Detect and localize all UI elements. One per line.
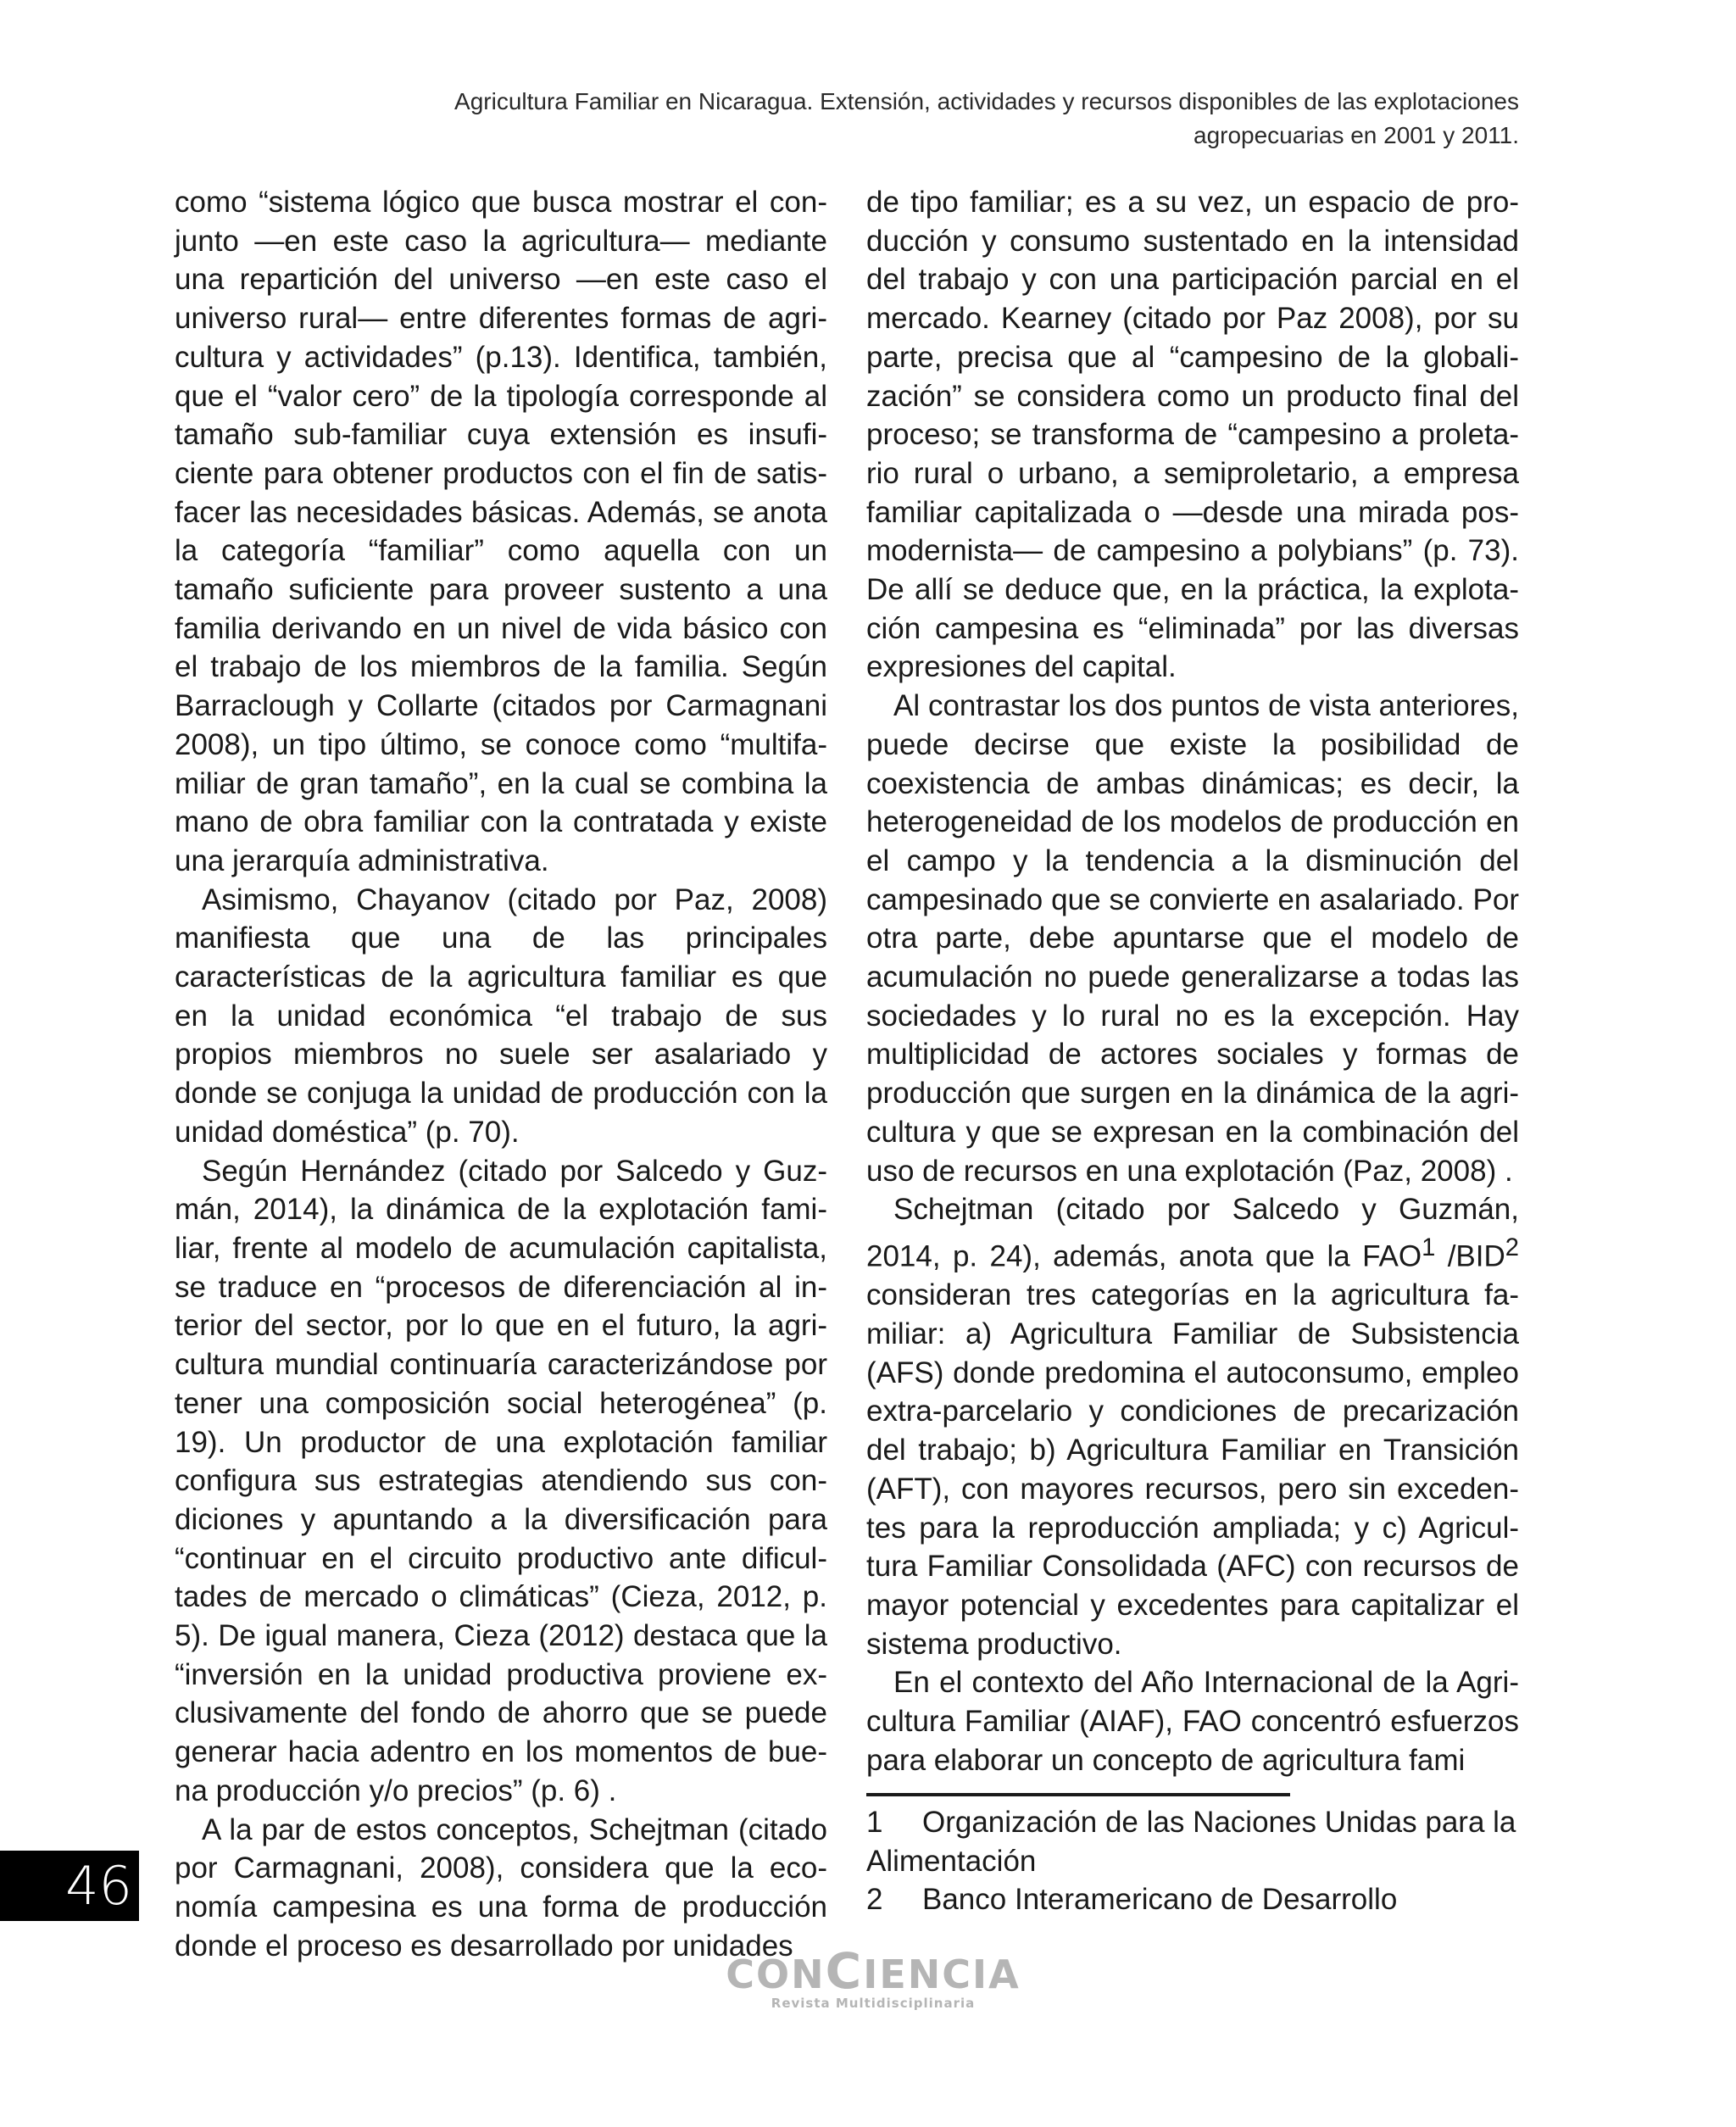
logo-tagline: Revista Multidisciplinaria — [771, 1996, 976, 2011]
footnote-number: 1 — [866, 1806, 883, 1839]
journal-logo — [712, 1942, 1034, 2011]
page-number: 46 — [65, 1855, 132, 1917]
left-paragraph-1: como “sistema lógico que busca mostrar el conjunto —en este caso la agricultura— mediante una repartición del universo —en este caso el universo rural— entre diferentes formas de agricultura y actividades” (p.13). Identifica, también, que el “valor cero” de la tipología corresponde al tamaño sub-familiar cuya extensión es insuficiente para obtener productos con el fin de satisfacer las necesidades básicas. Además, se anota la categoría “familiar” como aquella con un tamaño suficiente para proveer sustento a una familia derivando en un nivel de vida básico con el trabajo de los miembros de la familia. Según Barraclough y Collarte (citados por Carmagnani 2008), un tipo último, se conoce como “multifamiliar de gran tamaño”, en la cual se combina la mano de obra familiar con la contratada y existe una jerarquía administrativa. — [175, 186, 827, 877]
footnote-text: Organización de las Naciones Unidas para la Alimentación — [866, 1806, 1516, 1878]
left-column — [175, 183, 827, 1965]
right-paragraph-3-text-c: consideran tres categorías en la agricultura familiar: a) Agricultura Familiar de Subsistencia (AFS) donde predomina el autoconsumo, empleo extra-parcelario y condiciones de precarización del trabajo; b) Agricultura Familiar en Transición (AFT), con mayores recursos, pero sin excedentes para la reproducción ampliada; y c) Agricultura Familiar Consolidada (AFC) con recursos de mayor potencial y excedentes para capitalizar el sistema productivo. — [866, 1278, 1519, 1661]
left-paragraph-4: A la par de estos conceptos, Schejtman (citado por Carmagnani, 2008), considera que la economía campesina es una forma de producción donde el proceso es desarrollado por unidades — [175, 1812, 827, 1963]
running-header-line-1: Agricultura Familiar en Nicaragua. Extensión, actividades y recursos disponibles de las explotaciones — [454, 88, 1519, 114]
left-paragraph-3: Según Hernández (citado por Salcedo y Guzmán, 2014), la dinámica de la explotación familiar, frente al modelo de acumulación capitalista, se traduce en “procesos de diferenciación al interior del sector, por lo que en el futuro, la agricultura mundial continuaría caracterizándose por tener una composición social heterogénea” (p. 19). Un productor de una explotación familiar configura sus estrategias atendiendo sus condiciones y apuntando a la diversificación para “continuar en el circuito productivo ante dificultades de mercado o climáticas” (Cieza, 2012, p. 5). De igual manera, Cieza (2012) destaca que la “inversión en la unidad productiva proviene exclusivamente del fondo de ahorro que se puede generar hacia adentro en los momentos de buena producción y/o precios” (p. 6) . — [175, 1154, 827, 1807]
page-number-box — [0, 1851, 139, 1921]
running-header — [332, 85, 1519, 153]
footnote-divider — [866, 1793, 1290, 1796]
running-header-line-2: agropecuarias en 2001 y 2011. — [1194, 122, 1519, 148]
footnote-ref-1: 1 — [1422, 1233, 1436, 1261]
footnote-text: Banco Interamericano de Desarrollo — [922, 1883, 1398, 1917]
footnote-1 — [866, 1803, 1519, 1880]
right-paragraph-3-text-a: Schejtman (citado por Salcedo y Guzmán, 2014, p. 24), además, anota que la FAO — [866, 1193, 1519, 1273]
right-paragraph-4: En el contexto del Año Internacional de la Agricultura Familiar (AIAF), FAO concentró esfuerzos para elaborar un concepto de agricultura fami — [866, 1666, 1519, 1777]
footnote-ref-2: 2 — [1505, 1233, 1519, 1261]
right-paragraph-1: de tipo familiar; es a su vez, un espacio de producción y consumo sustentado en la intensidad del trabajo y con una participación parcial en el mercado. Kearney (citado por Paz 2008), por su parte, precisa que al “campesino de la globalización” se considera como un producto final del proceso; se transforma de “campesino a proletario rural o urbano, a semiproletario, a empresa familiar capitalizada o —desde una mirada posmodernista— de campesino a polybians” (p. 73). De allí se deduce que, en la práctica, la explotación campesina es “eliminada” por las diversas expresiones del capital. — [866, 186, 1519, 684]
right-paragraph-3 — [866, 1190, 1519, 1663]
right-paragraph-3-text-b: /BID — [1435, 1239, 1505, 1273]
logo-wordmark: CONCIENCIA — [726, 1942, 1021, 2000]
footnote-number: 2 — [866, 1883, 883, 1917]
footnote-2 — [866, 1880, 1519, 1919]
footnotes — [866, 1803, 1519, 1919]
right-column — [866, 183, 1519, 1779]
left-paragraph-2: Asimismo, Chayanov (citado por Paz, 2008) manifiesta que una de las principales características de la agricultura familiar es que en la unidad económica “el trabajo de sus propios miembros no suele ser asalariado y donde se conjuga la unidad de producción con la unidad doméstica” (p. 70). — [175, 883, 827, 1149]
right-paragraph-2: Al contrastar los dos puntos de vista anteriores, puede decirse que existe la posibilidad de coexistencia de ambas dinámicas; es decir, la heterogeneidad de los modelos de producción en el campo y la tendencia a la disminución del campesinado que se convierte en asalariado. Por otra parte, debe apuntarse que el modelo de acumulación no puede generalizarse a todas las sociedades y lo rural no es la excepción. Hay multiplicidad de actores sociales y formas de producción que surgen en la dinámica de la agricultura y que se expresan en la combinación del uso de recursos en una explotación (Paz, 2008) . — [866, 689, 1519, 1188]
